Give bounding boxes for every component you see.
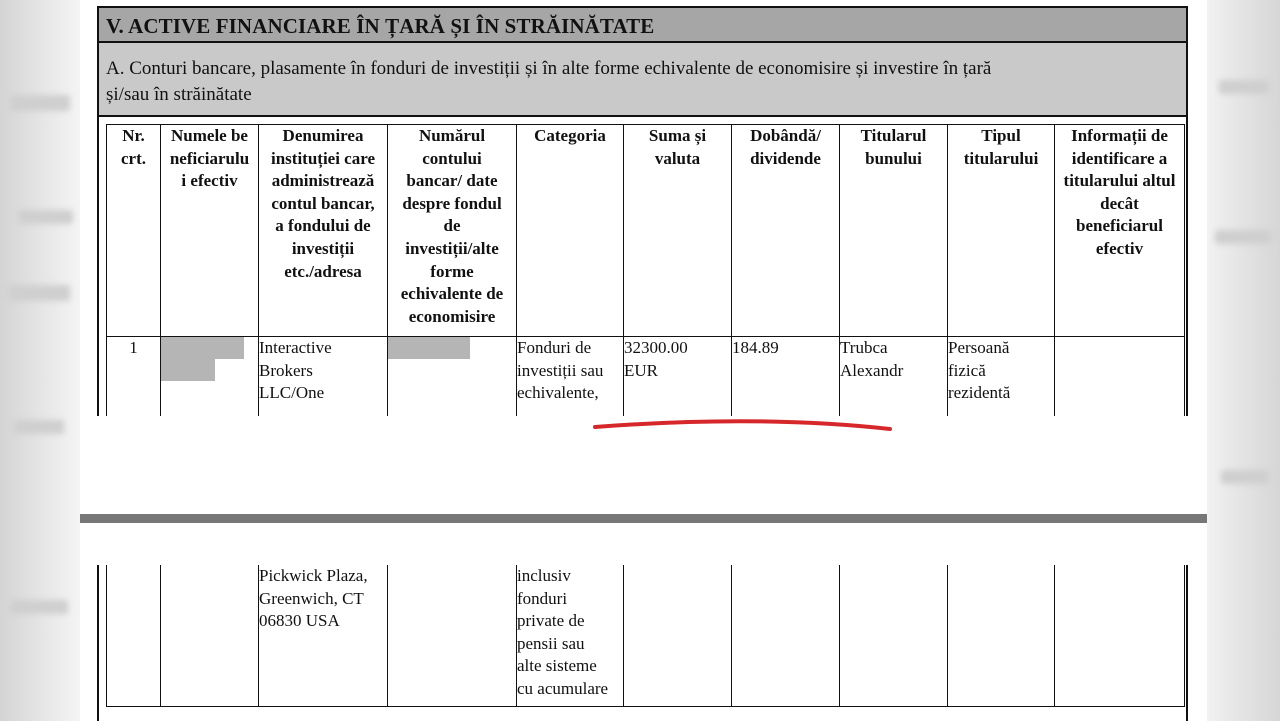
header-institution: Denumirea instituției care administrează contul bancar, a fondului de investiții etc./adresa: [259, 125, 388, 337]
table-row-continued: [107, 565, 1185, 706]
cell-holder: Trubca Alexandr: [840, 337, 948, 417]
cell-institution-cont: Pickwick Plaza, Greenwich, CT 06830 USA: [259, 565, 388, 706]
cell-holder-cont: [840, 565, 948, 706]
header-nr: Nr. crt.: [107, 125, 161, 337]
subsection-line-1: A. Conturi bancare, plasamente în fonduri de investiții și în alte forme echivalente de economisire și investire în țară: [106, 58, 992, 79]
cell-category-cont: inclusiv fonduri private de pensii sau alte sisteme cu acumulare: [517, 565, 624, 706]
header-beneficiary: Numele be neficiarulu i efectiv: [161, 125, 259, 337]
header-account-number: Numărul contului bancar/ date despre fondul de investiții/alte forme echivalente de economisire: [388, 125, 517, 337]
document-page-bottom: [80, 523, 1207, 721]
cell-nr-cont: [107, 565, 161, 706]
cell-beneficiary-cont: [161, 565, 259, 706]
cell-holder-info-cont: [1055, 565, 1185, 706]
section-title: V. ACTIVE FINANCIARE ÎN ȚARĂ ȘI ÎN STRĂINĂTATE: [97, 6, 1188, 43]
cell-interest: 184.89: [732, 337, 840, 417]
header-amount: Suma și valuta: [624, 125, 732, 337]
cell-category: Fonduri de investiții sau echivalente,: [517, 337, 624, 417]
header-holder-info: Informații de identificare a titularului altul decât beneficiarul efectiv: [1055, 125, 1185, 337]
cell-institution: Interactive Brokers LLC/One: [259, 337, 388, 417]
cell-amount-cont: [624, 565, 732, 706]
cell-amount: 32300.00 EUR: [624, 337, 732, 417]
header-holder: Titularul bunului: [840, 125, 948, 337]
cell-account-cont: [388, 565, 517, 706]
cell-interest-cont: [732, 565, 840, 706]
cell-nr: 1: [107, 337, 161, 417]
subsection-line-2: și/sau în străinătate: [106, 84, 252, 105]
cell-holder-type-cont: [948, 565, 1055, 706]
header-category: Categoria: [517, 125, 624, 337]
header-holder-type: Tipul titularului: [948, 125, 1055, 337]
header-interest: Dobândă/ dividende: [732, 125, 840, 337]
cell-holder-type: Persoană fizică rezidentă: [948, 337, 1055, 417]
assets-table-continued: [106, 565, 1185, 707]
